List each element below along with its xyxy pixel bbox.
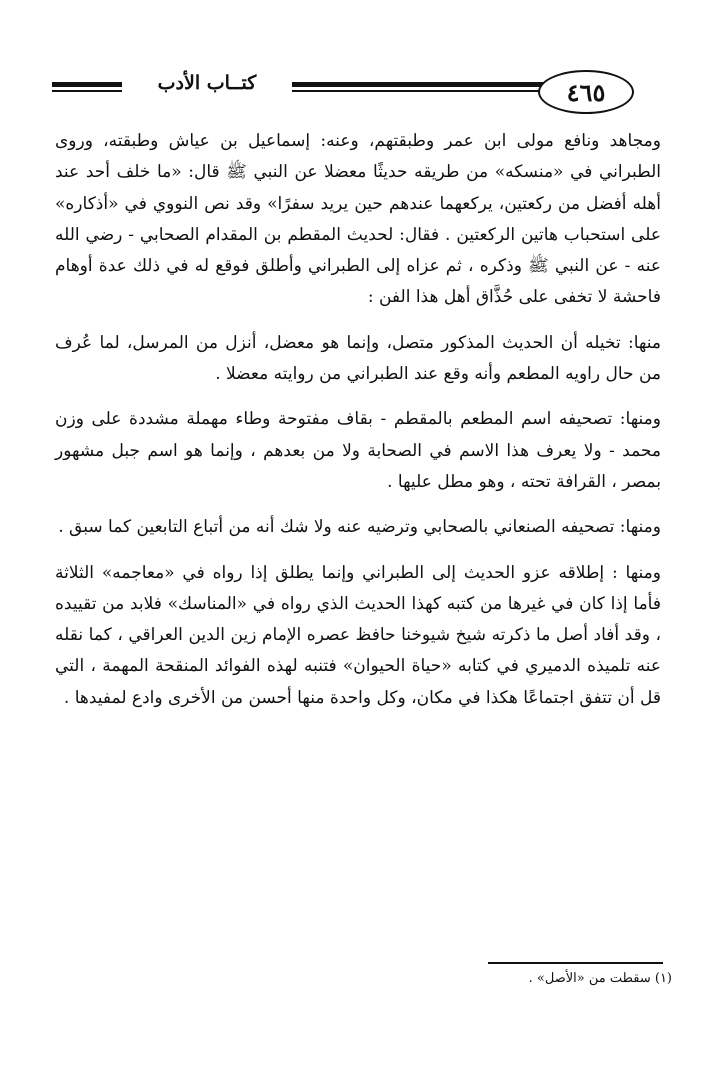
page-number: ٤٦٥ [566,77,606,107]
paragraph-3: ومنها: تصحيفه اسم المطعم بالمقطم - بقاف مفتوحة وطاء مهملة مشددة على وزن محمد - ولا يعرف هذا الاسم في الصحابة ولا من بعدهم ، وإنما هو اسم جبل مشهور بمصر ، القرافة تحته ، وهو مطل عليها . [55,409,661,492]
footnote-1: (١) سقطت من «الأصل» . [528,971,672,986]
page-number-oval [538,70,634,114]
paragraph-5: ومنها : إطلاقه عزو الحديث إلى الطبراني وإنما يطلق إذا رواه في «معاجمه» الثلاثة فأما إذا كان في غيرها من كتبه كهذا الحديث الذي رواه في «المناسك» فلابد من تقييده ، وقد أفاد أصل ما ذكرته شيخ شيوخنا حافظ عصره الإمام زين الدين العراقي ، كما نقله عنه تلميذه الدميري في كتابه «حياة الحيوان» فتنبه لهذه الفوائد المنقحة المهمة ، التي قل أن تتفق اجتماعًا هكذا في مكان، وكل واحدة منها أحسن من الأخرى وادع لمفيدها . [55,562,661,708]
paragraph-2: منها: تخيله أن الحديث المذكور متصل، وإنما هو معضل، أنزل من المرسل، لما عُرف من حال راويه المطعم وأنه وقع عند الطبراني من روايته معضلا . [55,332,661,385]
body-text [55,126,661,714]
book-title: كتــاب الأدب [157,72,257,94]
footnote-separator [488,962,663,964]
paragraph-4: ومنها: تصحيفه الصنعاني بالصحابي وترضيه عنه ولا شك أنه من أتباع التابعين كما سبق . [58,517,661,538]
header-rule-left [52,82,122,92]
paragraph-1: ومجاهد ونافع مولى ابن عمر وطبقتهم، وعنه: إسماعيل بن عياش وطبقته، وروى الطبراني في «منسكه» من طريقه حديثًا معضلا عن النبي ﷺ قال: «ما خلف أحد عند أهله أفضل من ركعتين، يركعهما عندهم حين يريد سفرًا» وقد نص النووي في «أذكاره» على استحباب هاتين الركعتين . فقال: لحديث المقطم بن المقدام الصحابي - رضي الله عنه - عن النبي ﷺ وذكره ، ثم عزاه إلى الطبراني وأطلق فوقع له في ذلك عدة أوهام فاحشة لا تخفى على حُذَّاق أهل هذا الفن : [55,131,661,308]
page-header [52,68,667,120]
